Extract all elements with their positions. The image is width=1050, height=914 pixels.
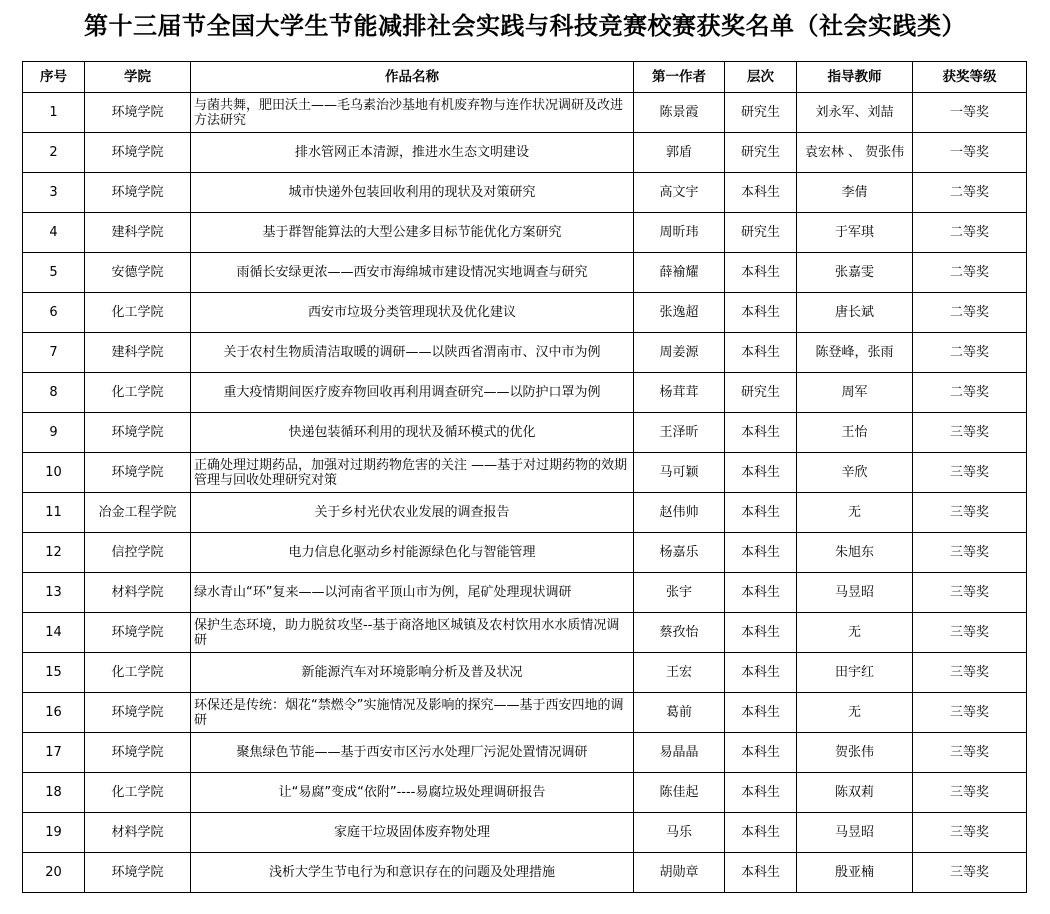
cell-no: 2	[23, 133, 85, 173]
cell-work: 城市快递外包装回收利用的现状及对策研究	[191, 173, 634, 213]
cell-work: 基于群智能算法的大型公建多目标节能优化方案研究	[191, 213, 634, 253]
cell-no: 19	[23, 813, 85, 853]
table-row	[23, 213, 1027, 253]
cell-work: 让“易腐”变成“依附”----易腐垃圾处理调研报告	[191, 773, 634, 813]
cell-advisor: 袁宏林 、 贺张伟	[797, 133, 913, 173]
cell-level: 本科生	[725, 293, 797, 333]
cell-author: 胡勋章	[634, 853, 725, 893]
cell-level: 本科生	[725, 253, 797, 293]
cell-advisor: 王怡	[797, 413, 913, 453]
cell-award: 三等奖	[913, 413, 1027, 453]
cell-author: 薛褕耀	[634, 253, 725, 293]
cell-advisor: 陈登峰，张雨	[797, 333, 913, 373]
cell-work: 关于农村生物质清洁取暖的调研——以陕西省渭南市、汉中市为例	[191, 333, 634, 373]
cell-level: 本科生	[725, 413, 797, 453]
cell-level: 研究生	[725, 213, 797, 253]
cell-no: 6	[23, 293, 85, 333]
table-row	[23, 373, 1027, 413]
cell-college: 材料学院	[85, 813, 191, 853]
cell-author: 王宏	[634, 653, 725, 693]
cell-advisor: 无	[797, 613, 913, 653]
cell-advisor: 于军琪	[797, 213, 913, 253]
cell-college: 建科学院	[85, 333, 191, 373]
cell-work: 环保还是传统：烟花“禁燃令”实施情况及影响的探究——基于西安四地的调研	[191, 693, 634, 733]
cell-no: 5	[23, 253, 85, 293]
table-row	[23, 293, 1027, 333]
cell-level: 本科生	[725, 653, 797, 693]
cell-level: 本科生	[725, 493, 797, 533]
cell-work: 与菌共舞，肥田沃土——毛乌素治沙基地有机废弃物与连作状况调研及改进方法研究	[191, 93, 634, 133]
cell-work: 快递包装循环利用的现状及循环模式的优化	[191, 413, 634, 453]
cell-award: 二等奖	[913, 213, 1027, 253]
table-row	[23, 613, 1027, 653]
cell-advisor: 刘永军、刘喆	[797, 93, 913, 133]
cell-advisor: 无	[797, 693, 913, 733]
cell-college: 化工学院	[85, 373, 191, 413]
cell-work: 聚焦绿色节能——基于西安市区污水处理厂污泥处置情况调研	[191, 733, 634, 773]
cell-advisor: 朱旭东	[797, 533, 913, 573]
header-no: 序号	[23, 62, 85, 93]
cell-work: 重大疫情期间医疗废弃物回收再利用调查研究——以防护口罩为例	[191, 373, 634, 413]
table-row	[23, 93, 1027, 133]
cell-no: 16	[23, 693, 85, 733]
table-row	[23, 493, 1027, 533]
cell-level: 本科生	[725, 773, 797, 813]
cell-college: 化工学院	[85, 653, 191, 693]
header-work: 作品名称	[191, 62, 634, 93]
cell-advisor: 马昱昭	[797, 813, 913, 853]
cell-no: 10	[23, 453, 85, 493]
cell-work: 电力信息化驱动乡村能源绿色化与智能管理	[191, 533, 634, 573]
cell-advisor: 周军	[797, 373, 913, 413]
cell-no: 13	[23, 573, 85, 613]
cell-advisor: 辛欣	[797, 453, 913, 493]
cell-award: 三等奖	[913, 773, 1027, 813]
cell-award: 一等奖	[913, 93, 1027, 133]
cell-author: 蔡孜怡	[634, 613, 725, 653]
cell-no: 15	[23, 653, 85, 693]
table-row	[23, 413, 1027, 453]
cell-level: 研究生	[725, 133, 797, 173]
cell-award: 二等奖	[913, 333, 1027, 373]
cell-college: 安德学院	[85, 253, 191, 293]
table-row	[23, 533, 1027, 573]
cell-level: 本科生	[725, 813, 797, 853]
cell-author: 杨嘉乐	[634, 533, 725, 573]
cell-award: 三等奖	[913, 653, 1027, 693]
awards-table	[22, 61, 1027, 893]
cell-author: 周姜源	[634, 333, 725, 373]
cell-advisor: 田宇红	[797, 653, 913, 693]
cell-author: 易晶晶	[634, 733, 725, 773]
cell-college: 化工学院	[85, 773, 191, 813]
table-row	[23, 173, 1027, 213]
cell-award: 一等奖	[913, 133, 1027, 173]
cell-college: 环境学院	[85, 693, 191, 733]
cell-author: 高文宇	[634, 173, 725, 213]
cell-no: 20	[23, 853, 85, 893]
cell-college: 环境学院	[85, 853, 191, 893]
cell-award: 二等奖	[913, 253, 1027, 293]
header-author: 第一作者	[634, 62, 725, 93]
cell-college: 环境学院	[85, 413, 191, 453]
cell-advisor: 唐长斌	[797, 293, 913, 333]
page-title: 第十三届节全国大学生节能减排社会实践与科技竞赛校赛获奖名单（社会实践类）	[84, 11, 966, 40]
cell-award: 三等奖	[913, 533, 1027, 573]
cell-advisor: 殷亚楠	[797, 853, 913, 893]
cell-award: 三等奖	[913, 693, 1027, 733]
cell-award: 三等奖	[913, 613, 1027, 653]
cell-level: 本科生	[725, 733, 797, 773]
cell-author: 陈佳起	[634, 773, 725, 813]
cell-level: 研究生	[725, 93, 797, 133]
cell-advisor: 贺张伟	[797, 733, 913, 773]
cell-author: 郭盾	[634, 133, 725, 173]
cell-award: 三等奖	[913, 453, 1027, 493]
cell-college: 建科学院	[85, 213, 191, 253]
cell-award: 三等奖	[913, 493, 1027, 533]
cell-work: 关于乡村光伏农业发展的调查报告	[191, 493, 634, 533]
header-college: 学院	[85, 62, 191, 93]
cell-work: 排水管网正本清源，推进水生态文明建设	[191, 133, 634, 173]
cell-college: 环境学院	[85, 133, 191, 173]
cell-no: 9	[23, 413, 85, 453]
cell-advisor: 李倩	[797, 173, 913, 213]
cell-award: 二等奖	[913, 373, 1027, 413]
cell-level: 研究生	[725, 373, 797, 413]
cell-author: 马乐	[634, 813, 725, 853]
table-row	[23, 733, 1027, 773]
cell-level: 本科生	[725, 173, 797, 213]
table-header-row	[23, 62, 1027, 93]
cell-author: 马可颖	[634, 453, 725, 493]
cell-no: 7	[23, 333, 85, 373]
cell-author: 葛前	[634, 693, 725, 733]
cell-work: 家庭干垃圾固体废弃物处理	[191, 813, 634, 853]
table-row	[23, 853, 1027, 893]
table-row	[23, 773, 1027, 813]
cell-author: 杨茸茸	[634, 373, 725, 413]
cell-level: 本科生	[725, 693, 797, 733]
cell-advisor: 张嘉雯	[797, 253, 913, 293]
cell-work: 绿水青山“环”复来——以河南省平顶山市为例，尾矿处理现状调研	[191, 573, 634, 613]
table-row	[23, 573, 1027, 613]
cell-work: 西安市垃圾分类管理现状及优化建议	[191, 293, 634, 333]
cell-no: 8	[23, 373, 85, 413]
cell-no: 3	[23, 173, 85, 213]
cell-no: 12	[23, 533, 85, 573]
cell-award: 三等奖	[913, 813, 1027, 853]
table-row	[23, 653, 1027, 693]
cell-college: 环境学院	[85, 453, 191, 493]
cell-level: 本科生	[725, 453, 797, 493]
cell-college: 环境学院	[85, 173, 191, 213]
cell-no: 1	[23, 93, 85, 133]
cell-work: 新能源汽车对环境影响分析及普及状况	[191, 653, 634, 693]
cell-no: 18	[23, 773, 85, 813]
cell-author: 张逸超	[634, 293, 725, 333]
cell-work: 保护生态环境，助力脱贫攻坚--基于商洛地区城镇及农村饮用水水质情况调研	[191, 613, 634, 653]
cell-level: 本科生	[725, 853, 797, 893]
cell-college: 信控学院	[85, 533, 191, 573]
cell-work: 浅析大学生节电行为和意识存在的问题及处理措施	[191, 853, 634, 893]
cell-college: 环境学院	[85, 733, 191, 773]
cell-college: 环境学院	[85, 93, 191, 133]
cell-college: 化工学院	[85, 293, 191, 333]
cell-award: 三等奖	[913, 573, 1027, 613]
cell-work: 正确处理过期药品，加强对过期药物危害的关注 ——基于对过期药物的效期管理与回收处理研究对策	[191, 453, 634, 493]
cell-level: 本科生	[725, 613, 797, 653]
cell-author: 王泽昕	[634, 413, 725, 453]
header-award: 获奖等级	[913, 62, 1027, 93]
table-row	[23, 453, 1027, 493]
cell-author: 周昕玮	[634, 213, 725, 253]
cell-award: 二等奖	[913, 173, 1027, 213]
table-row	[23, 133, 1027, 173]
cell-college: 材料学院	[85, 573, 191, 613]
cell-work: 雨循长安绿更浓——西安市海绵城市建设情况实地调查与研究	[191, 253, 634, 293]
header-level: 层次	[725, 62, 797, 93]
cell-author: 陈景霞	[634, 93, 725, 133]
cell-college: 环境学院	[85, 613, 191, 653]
cell-advisor: 马昱昭	[797, 573, 913, 613]
cell-award: 二等奖	[913, 293, 1027, 333]
cell-advisor: 陈双莉	[797, 773, 913, 813]
cell-award: 三等奖	[913, 853, 1027, 893]
cell-level: 本科生	[725, 333, 797, 373]
cell-author: 赵伟帅	[634, 493, 725, 533]
table-row	[23, 813, 1027, 853]
cell-level: 本科生	[725, 533, 797, 573]
table-row	[23, 693, 1027, 733]
header-advisor: 指导教师	[797, 62, 913, 93]
cell-advisor: 无	[797, 493, 913, 533]
cell-no: 11	[23, 493, 85, 533]
cell-author: 张宇	[634, 573, 725, 613]
table-row	[23, 253, 1027, 293]
cell-no: 17	[23, 733, 85, 773]
cell-no: 14	[23, 613, 85, 653]
cell-no: 4	[23, 213, 85, 253]
cell-college: 冶金工程学院	[85, 493, 191, 533]
table-row	[23, 333, 1027, 373]
cell-level: 本科生	[725, 573, 797, 613]
cell-award: 三等奖	[913, 733, 1027, 773]
